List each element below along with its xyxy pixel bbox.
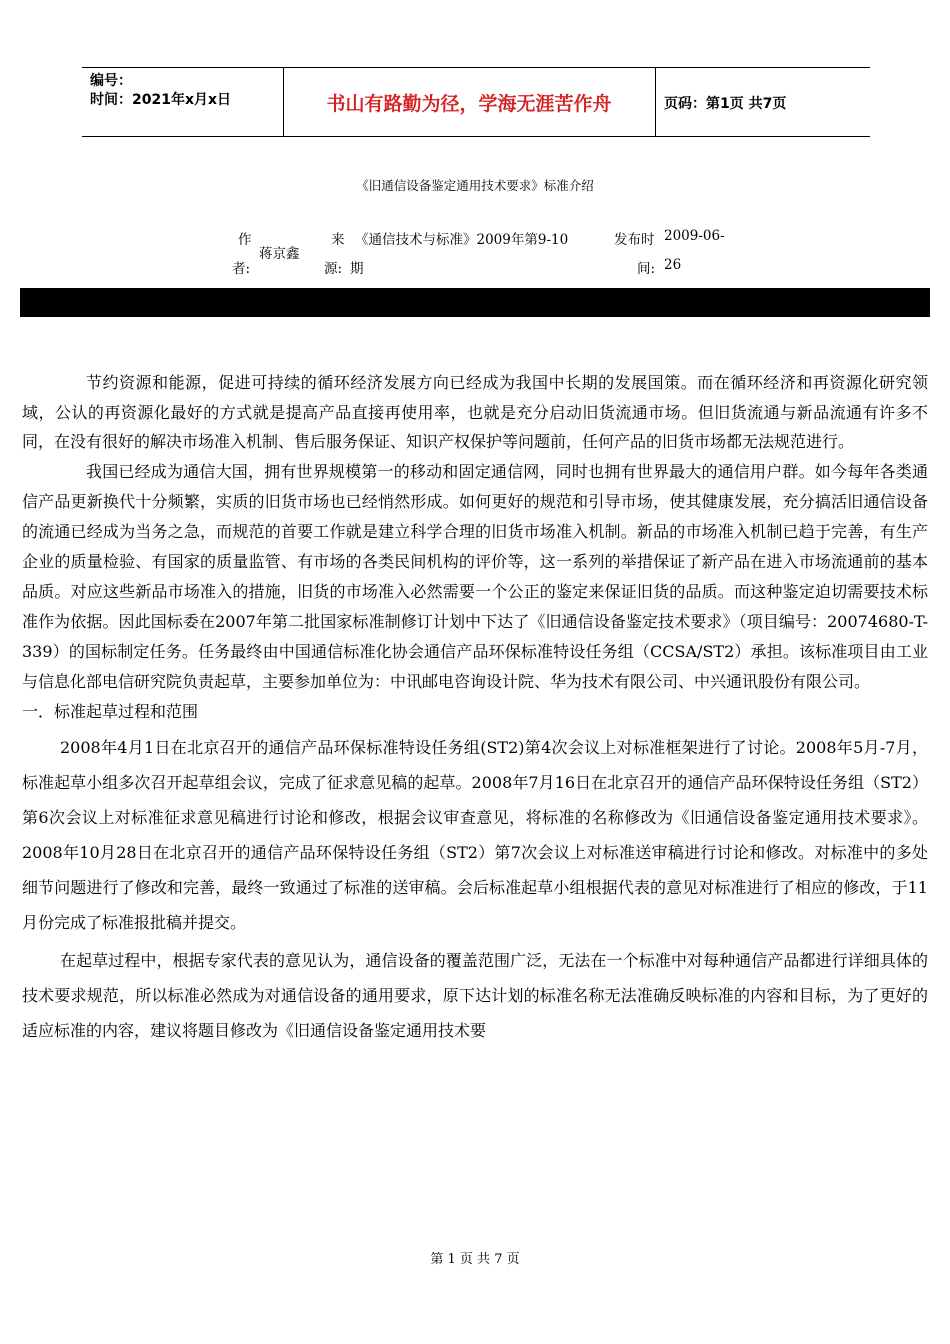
document-header [82, 67, 870, 137]
header-motto: 书山有路勤为径，学海无涯苦作舟 [326, 92, 612, 115]
date-value: 26 [664, 257, 682, 273]
page-footer: 第 1 页 共 7 页 [430, 1252, 520, 1267]
paragraph: 我国已经成为通信大国，拥有世界规模第一的移动和固定通信网，同时也拥有世界最大的通信用户群。如今每年各类通信产品更新换代十分频繁，实质的旧货市场也已经悄然形成。如何更好的规范和引导市场，使其健康发展，充分搞活旧通信设备的流通已经成为当务之急，而规范的首要工作就是建立科学合理的旧货市场准入机制。新品的市场准入机制已趋于完善，有生产企业的质量检验、有国家的质量监管、有市场的各类民间机构的评价等，这一系列的举措保证了新产品在进入市场流通前的基本品质。对应这些新品市场准入的措施，旧货的市场准入必然需要一个公正的鉴定来保证旧货的品质。而这种鉴定迫切需要技术标准作为依据。因此国标委在2007年第二批国家标准制修订计划中下达了《旧通信设备鉴定技术要求》（项目编号：20074680-T-339）的国标制定任务。任务最终由中国通信标准化协会通信产品环保标准特设任务组（CCSA/ST2）承担。该标准项目由工业与信息化部电信研究院负责起草，主要参加单位为：中讯邮电咨询设计院、华为技术有限公司、中兴通讯股份有限公司。 [22, 461, 928, 691]
section-heading: 一．标准起草过程和范围 [22, 701, 199, 721]
header-info [90, 72, 231, 110]
date-value: 2009-06- [664, 228, 725, 244]
author-label: 作 [238, 232, 252, 248]
separator-bar [20, 288, 930, 317]
source-label: 来 [331, 232, 345, 248]
source-label: 源: [324, 261, 343, 277]
paragraph: 节约资源和能源，促进可持续的循环经济发展方向已经成为我国中长期的发展国策。而在循环经济和再资源化研究领域，公认的再资源化最好的方式就是提高产品直接再使用率，也就是充分启动旧货流通市场。但旧货流通与新品流通有许多不同，在没有很好的解决市场准入机制、售后服务保证、知识产权保护等问题前，任何产品的旧货市场都无法规范进行。 [22, 373, 928, 451]
number-label: 编号： [90, 73, 132, 89]
header-divider [655, 68, 656, 136]
author-label: 者: [232, 261, 251, 277]
paragraph: 2008年4月1日在北京召开的通信产品环保标准特设任务组(ST2)第4次会议上对标准框架进行了讨论。2008年5月-7月，标准起草小组多次召开起草组会议，完成了征求意见稿的起草。2008年7月16日在北京召开的通信产品环保特设任务组（ST2）第6次会议上对标准征求意见稿进行讨论和修改，根据会议审查意见，将标准的名称修改为《旧通信设备鉴定通用技术要求》。2008年10月28日在北京召开的通信产品环保特设任务组（ST2）第7次会议上对标准送审稿进行讨论和修改。对标准中的多处细节问题进行了修改和完善，最终一致通过了标准的送审稿。会后标准起草小组根据代表的意见对标准进行了相应的修改，于11月份完成了标准报批稿并提交。 [22, 737, 928, 932]
header-page-info: 页码：第1页 共7页 [664, 96, 787, 112]
author-name: 蒋京鑫 [259, 246, 300, 262]
time-label: 时间：2021年x月x日 [90, 92, 232, 108]
date-label: 发布时 [614, 232, 655, 248]
document-title: 《旧通信设备鉴定通用技术要求》标准介绍 [356, 178, 594, 193]
article-body [22, 368, 928, 1048]
date-label: 间: [637, 261, 656, 277]
source-value: 《通信技术与标准》2009年第9-10 [355, 232, 569, 248]
paragraph: 在起草过程中，根据专家代表的意见认为，通信设备的覆盖范围广泛，无法在一个标准中对每种通信产品都进行详细具体的技术要求规范，所以标准必然成为对通信设备的通用要求，原下达计划的标准名称无法准确反映标准的内容和目标，为了更好的适应标准的内容，建议将题目修改为《旧通信设备鉴定通用技术要 [22, 950, 928, 1040]
source-value: 期 [350, 261, 364, 277]
